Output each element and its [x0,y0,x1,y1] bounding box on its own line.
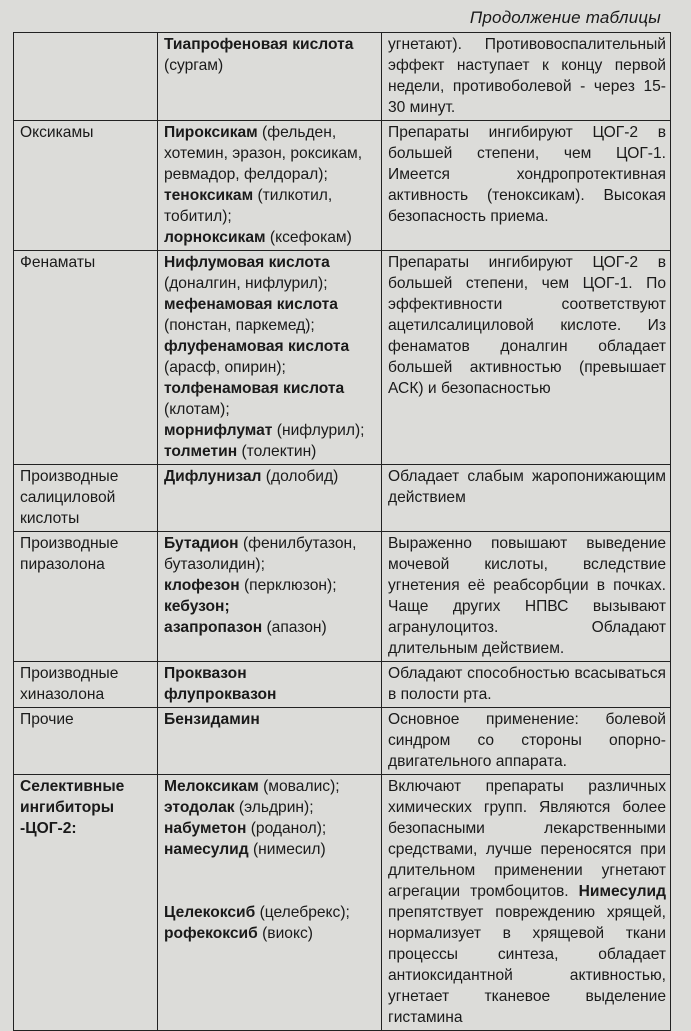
drug-names-cell [158,532,382,662]
drug-group-label: Прочие [20,711,74,728]
nsaid-table [13,32,671,1031]
table-row [14,532,671,662]
table-row [14,121,671,251]
drug-name: Тиапрофеновая кислота [164,36,354,53]
drug-entry [164,709,377,730]
drug-entry [164,663,377,684]
drug-brands: (апазон) [262,619,327,636]
drug-brands: (нимесил) [248,841,326,858]
drug-entry [164,533,377,575]
drug-entry [164,122,377,185]
drug-group-cell [14,465,158,532]
drug-brands: (виокс) [257,925,313,942]
drug-name: теноксикам [164,187,254,204]
drug-entry [164,902,377,923]
drug-name: Дифлунизал [164,468,262,485]
drug-entry [164,466,377,487]
drug-brands: (сургам) [164,57,224,74]
drug-group-cell [14,662,158,708]
description-cell: Обладает слабым жаропонижающим действием [382,465,671,532]
drug-names-cell [158,775,382,1031]
drug-entry [164,34,377,76]
drug-name: морнифлумат [164,422,273,439]
drug-entry [164,776,377,797]
drug-brands: (эльдрин); [234,799,314,816]
drug-name: Бензидамин [164,711,260,728]
spacer [164,860,377,902]
drug-group-cell [14,708,158,775]
drug-brands: (доналгин, нифлурил); [164,275,328,292]
table-row [14,708,671,775]
drug-group-cell [14,532,158,662]
drug-brands: (ксефокам) [265,229,352,246]
drug-name: Мелоксикам [164,778,259,795]
drug-group-cell [14,775,158,1031]
drug-name: толфенамовая кислота [164,380,345,397]
drug-brands: (долобид) [261,468,339,485]
drug-entry [164,227,377,248]
drug-name: Целекоксиб [164,904,256,921]
table-row [14,33,671,121]
drug-names-cell [158,251,382,465]
drug-name: флуфенамовая кислота [164,338,350,355]
drug-name: азапропазон [164,619,263,636]
drug-brands: (мовалис); [258,778,340,795]
drug-brands: (клотам); [164,401,230,418]
drug-name: Нифлумовая кислота [164,254,330,271]
drug-brands: (тилкотил, тобитил); [164,187,333,225]
drug-brands: (арасф, опирин); [164,359,286,376]
drug-names-cell [158,708,382,775]
description-cell: Обладают способностью всасываться в полости рта. [382,662,671,708]
drug-brands: (толектин) [237,443,317,460]
drug-brands: (перклюзон); [239,577,337,594]
drug-entry [164,252,377,294]
drug-group-cell [14,121,158,251]
drug-brands: (фенилбутазон, бутазолидин); [164,535,357,573]
description-text: препятствует повреждению хрящей, нормализует в хрящевой ткани процессы синтеза, обладает антиоксидантной активностью, угнетает тканевое выделение гистамина [388,904,666,1026]
table-row [14,775,671,1031]
table-row [14,251,671,465]
description-cell: угнетают). Противовоспалительный эффект наступает к концу первой недели, противоболевой - через 15-30 минут. [382,33,671,121]
drug-name: намесулид [164,841,249,858]
drug-brands: (нифлурил); [272,422,365,439]
drug-name: Пироксикам [164,124,258,141]
drug-name: набуметон [164,820,247,837]
description-cell [382,775,671,1031]
drug-name: клофезон [164,577,240,594]
table-body [14,33,671,1031]
drug-name: кебузон; [164,598,230,615]
drug-group-label: Производные салициловой кислоты [20,468,119,527]
drug-entry [164,818,377,839]
drug-names-cell [158,33,382,121]
continuation-header: Продолжение таблицы [469,8,661,27]
drug-name: лорноксикам [164,229,266,246]
description-cell: Выраженно повышают выведение мочевой кислоты, вследствие угнетения её реабсорбции в почках. Чаще других НПВС вызывают агранулоцитоз. Обладают длительным действием. [382,532,671,662]
drug-entry [164,839,377,860]
drug-brands: (фельден, хотемин, эразон, роксикам, ревмадор, фелдорал); [164,124,363,183]
drug-name: рофекоксиб [164,925,258,942]
drug-group-label: Производные хиназолона [20,665,119,703]
description-text: Включают препараты различных химических групп. Являются более безопасными лекарственными средствами, лучше переносятся при длительном применении угнетают агрегации тромбоцитов. [388,778,666,900]
drug-names-cell [158,662,382,708]
drug-entry [164,420,377,441]
drug-name: этодолак [164,799,235,816]
drug-brands: (понстан, паркемед); [164,317,315,334]
drug-name: толметин [164,443,238,460]
description-cell: Основное применение: болевой синдром со стороны опорно-двигательного аппарата. [382,708,671,775]
drug-entry [164,336,377,378]
description-cell: Препараты ингибируют ЦОГ-2 в большей степени, чем ЦОГ-1. Имеется хондропротективная активность (теноксикам). Высокая безопасность приема. [382,121,671,251]
drug-entry [164,441,377,462]
drug-entry [164,575,377,596]
drug-name: мефенамовая кислота [164,296,338,313]
drug-entry [164,185,377,227]
drug-group-label: Фенаматы [20,254,96,271]
drug-names-cell [158,465,382,532]
drug-group-label: Оксикамы [20,124,94,141]
drug-entry [164,378,377,420]
drug-entry [164,617,377,638]
drug-entry [164,797,377,818]
drug-entry [164,923,377,944]
drug-brands: (роданол); [246,820,327,837]
table-row [14,662,671,708]
drug-brands: (целебрекс); [255,904,350,921]
drug-name: флупроквазон [164,686,277,703]
description-highlight: Нимесулид [578,883,666,900]
drug-group-cell [14,251,158,465]
description-cell: Препараты ингибируют ЦОГ-2 в большей степени, чем ЦОГ-1. По эффективности соответствуют ацетилсалициловой кислоте. Из фенаматов доналгин обладает большей активностью (превышает АСК) и безопасностью [382,251,671,465]
drug-names-cell [158,121,382,251]
drug-name: Проквазон [164,665,247,682]
drug-entry [164,596,377,617]
drug-group-label: Производные пиразолона [20,535,119,573]
drug-name: Бутадион [164,535,239,552]
drug-group-label: Селективные ингибиторы -ЦОГ-2: [20,778,125,837]
table-row [14,465,671,532]
drug-entry [164,294,377,336]
drug-entry [164,684,377,705]
drug-group-cell [14,33,158,121]
